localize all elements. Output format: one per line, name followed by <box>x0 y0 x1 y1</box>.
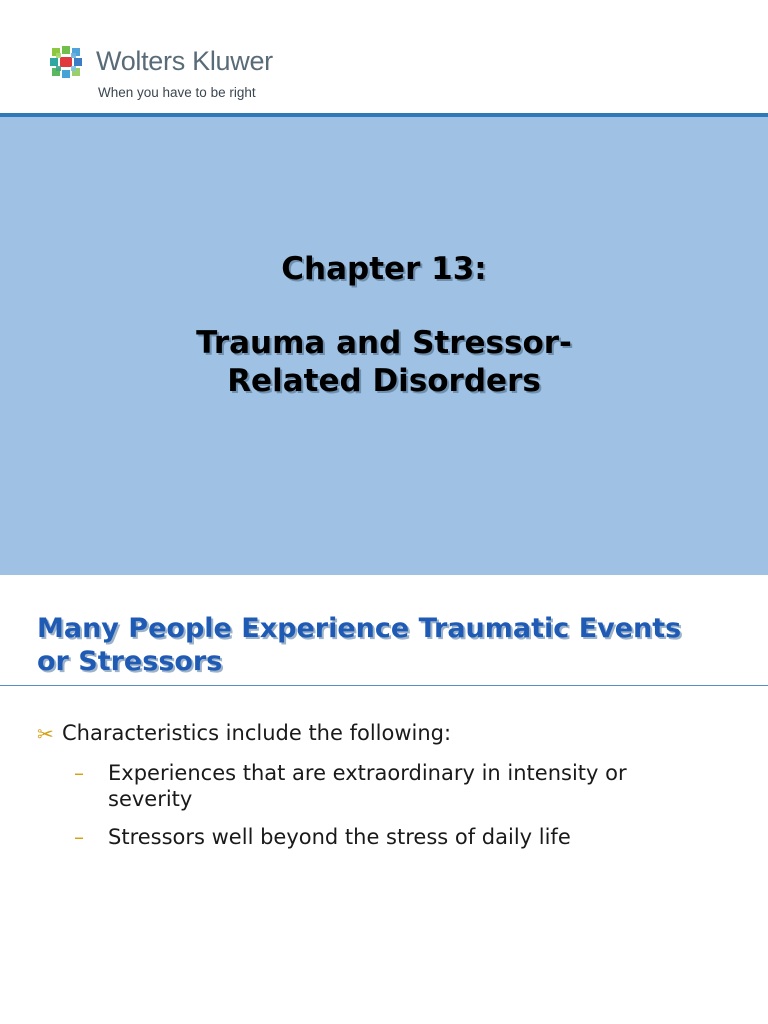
slide-title-line-2: or Stressors <box>37 646 223 677</box>
chapter-title-line-3: Related Disorders <box>227 363 541 399</box>
sub-bullet-2: Stressors well beyond the stress of daily life <box>108 825 571 849</box>
slide-title-line-1: Many People Experience Traumatic Events <box>37 613 682 644</box>
scissors-bullet-icon: ✂ <box>37 722 54 746</box>
slide-header <box>0 0 768 113</box>
dash-bullet-icon: – <box>74 825 84 849</box>
wolters-kluwer-logo-icon <box>46 42 86 82</box>
brand-name: Wolters Kluwer <box>96 46 273 76</box>
chapter-title-line-1: Chapter 13: <box>281 251 487 287</box>
content-slide <box>0 576 768 1024</box>
sub-bullet-1-line-1: Experiences that are extraordinary in intensity or <box>108 761 627 785</box>
bullet-item: Characteristics include the following: <box>62 721 452 745</box>
title-divider <box>0 685 768 686</box>
brand-tagline: When you have to be right <box>98 85 256 100</box>
sub-bullet-1-line-2: severity <box>108 787 193 811</box>
chapter-title-line-2: Trauma and Stressor- <box>196 325 572 361</box>
dash-bullet-icon: – <box>74 761 84 785</box>
